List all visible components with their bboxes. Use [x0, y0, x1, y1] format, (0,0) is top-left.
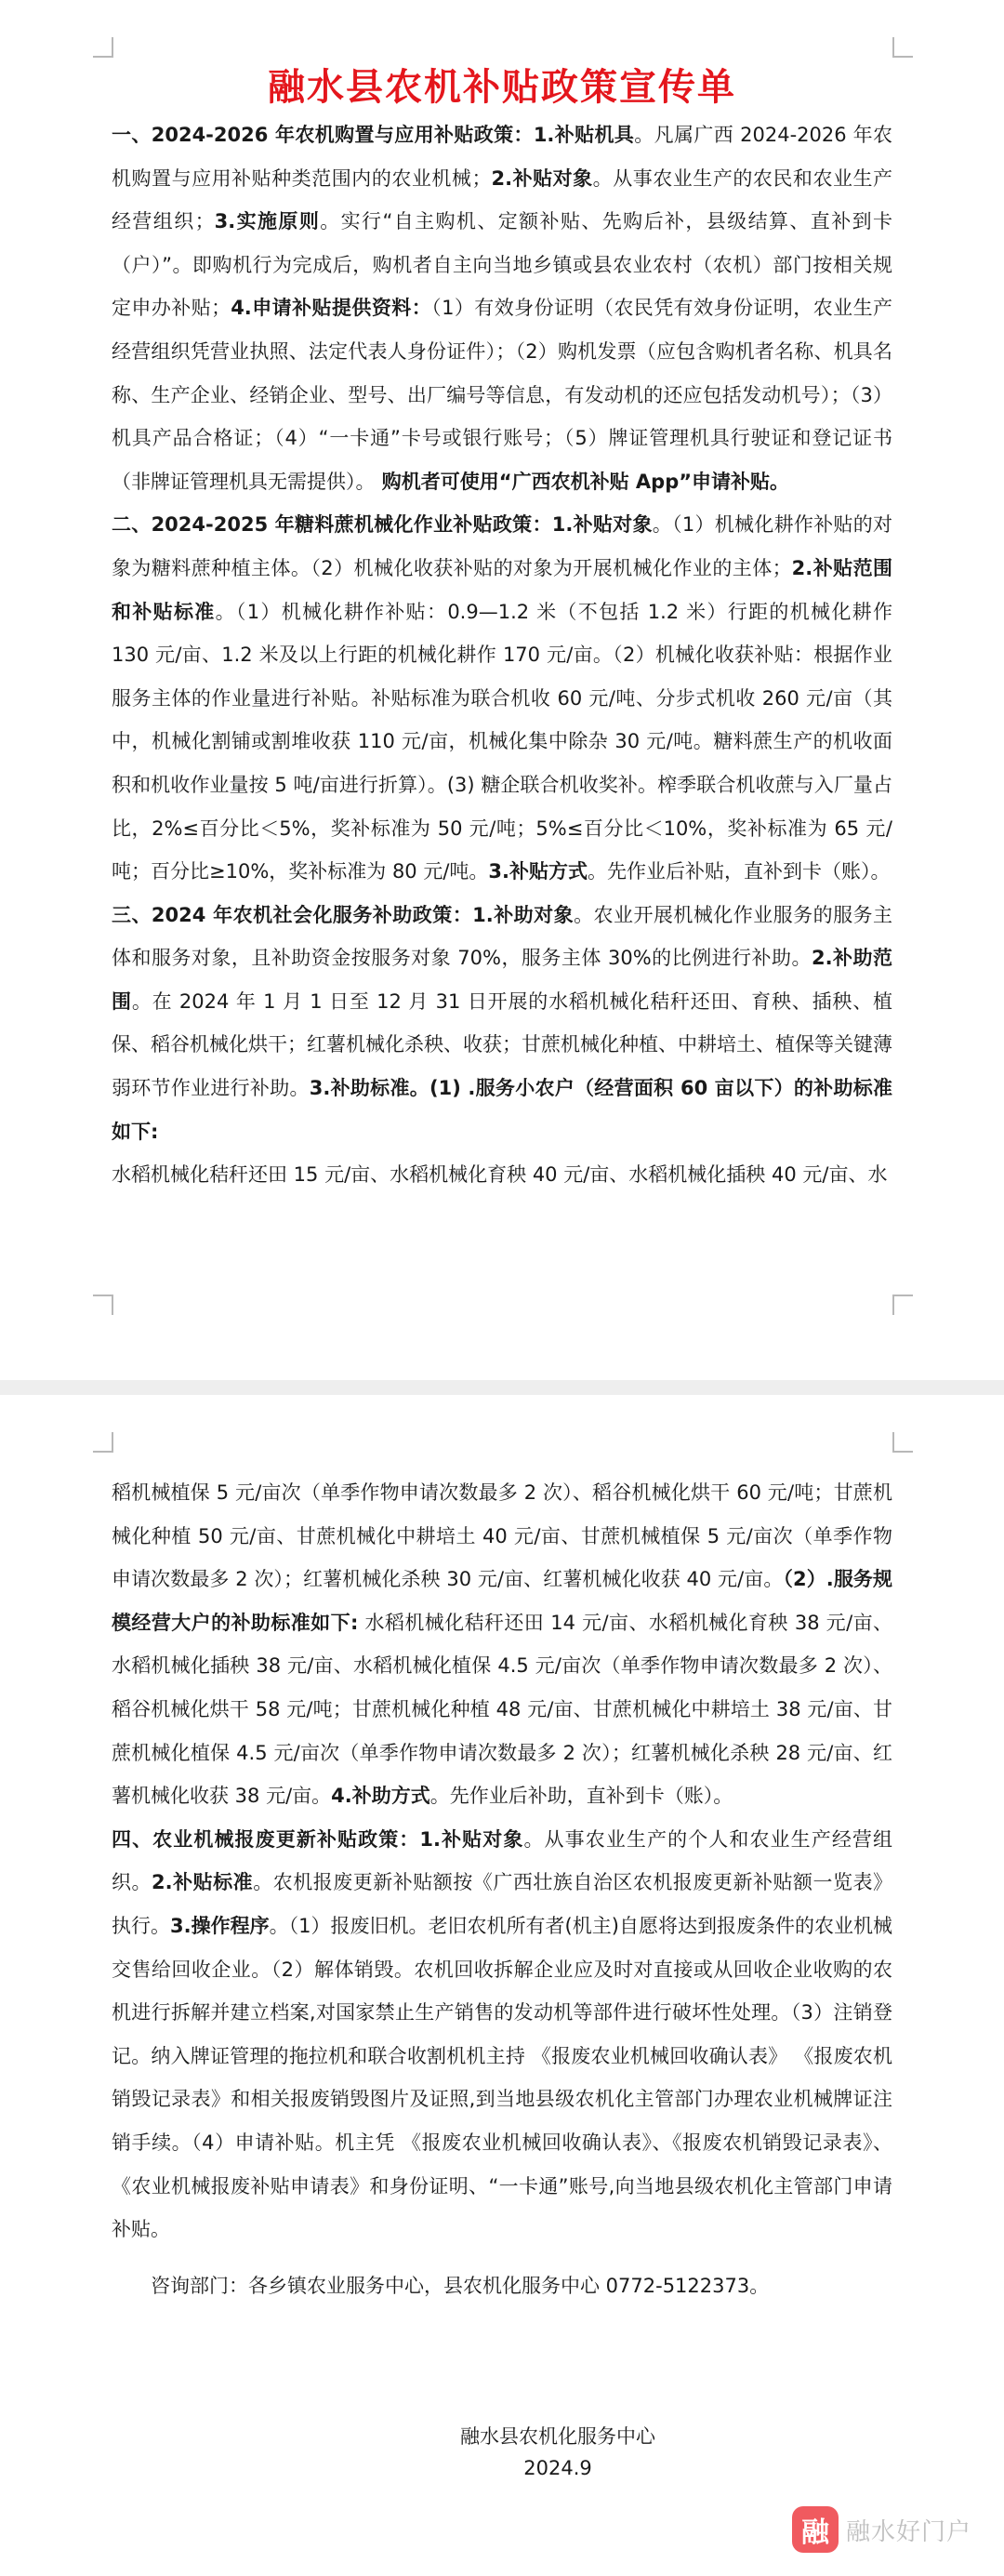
section-1-item-1-text: 。凡属广西 2024-2026 年农机购置与应用补贴种类范围内的农业机械； — [112, 124, 893, 190]
section-1-app-note: 购机者可使用“广西农机补贴 App”申请补贴。 — [375, 470, 790, 493]
section-3-item-3-text-start: 水稻机械化秸秆还田 15 元/亩、水稻机械化育秧 40 元/亩、水稻机械化插秧 40 元/亩、水 — [112, 1163, 888, 1187]
section-1-item-4-text: （1）有效身份证明（农民凭有效身份证明，农业生产经营组织凭营业执照、法定代表人身份证件）；（2）购机发票（应包含购机者名称、机具名称、生产企业、经销企业、型号、出厂编号等信息，有发动机的还应包括发动机号）；（3）机具产品合格证；（4）“一卡通”卡号或银行账号；（5）牌证管理机具行驶证和登记证书（非牌证管理机具无需提供）。 — [112, 297, 893, 493]
section-4-item-1-text: 。从事农业生产的个人和农业生产经营组织。 — [112, 1827, 893, 1894]
section-4-heading: 四、农业机械报废更新补贴政策： — [112, 1827, 420, 1851]
section-2-item-3-text: 。先作业后补贴，直补到卡（账）。 — [588, 860, 891, 883]
section-3-item-3-label: 3.补助标准。(1) .服务小农户（经营面积 60 亩以下）的补助标准如下: — [112, 1077, 893, 1143]
section-3-item-2-text: 。在 2024 年 1 月 1 日至 12 月 31 日开展的水稻机械化秸秆还田、育秧、插秧、植保、稻谷机械化烘干；红薯机械化杀秧、收获；甘蔗机械化种植、中耕培土、植保等关键薄弱环节作业进行补助。 — [112, 989, 893, 1100]
document-page-2 — [0, 1395, 1004, 2576]
section-3-item-2-label: 2.补助范围 — [112, 947, 892, 1013]
section-2-item-1-text: 。（1）机械化耕作补贴的对象为糖料蔗种植主体。（2）机械化收获补贴的对象为开展机械化作业的主体； — [112, 513, 893, 579]
section-3 — [112, 894, 892, 1197]
section-3-item-1-label: 1.补助对象 — [472, 903, 575, 926]
section-3-continued — [112, 1471, 892, 1818]
section-1 — [112, 113, 892, 503]
crop-mark — [892, 37, 913, 58]
section-2 — [112, 503, 892, 893]
crop-mark — [93, 37, 113, 58]
section-3-item-1-text: 。农业开展机械化作业服务的服务主体和服务对象，且补助资金按服务对象 70%，服务主体 30%的比例进行补助。 — [112, 903, 892, 970]
section-4-item-2-label: 2.补贴标准 — [152, 1871, 254, 1894]
document-body-page-1 — [112, 113, 892, 1197]
watermark — [792, 2503, 971, 2556]
section-3-item-3b-text: 水稻机械化秸秆还田 14 元/亩、水稻机械化育秧 38 元/亩、水稻机械化插秧 38 元/亩、水稻机械化植保 4.5 元/亩次（单季作物申请次数最多 2 次）、稻谷机械化烘干 58 元/吨；甘蔗机械化种植 48 元/亩、甘蔗机械化中耕培土 38 元/亩、甘蔗机械化植保 4.5 元/亩次（单季作物申请次数最多 2 次）；红薯机械化杀秧 28 元/亩、红薯机械化收获 38 元/亩。 — [112, 1611, 892, 1808]
crop-mark — [93, 1295, 113, 1315]
section-2-heading: 二、2024-2025 年糖料蔗机械化作业补贴政策： — [112, 513, 552, 537]
section-3-item-3b-label: （2）.服务规模经营大户的补助标准如下: — [112, 1568, 892, 1634]
section-1-item-2-text: 。从事农业生产的农民和农业生产经营组织； — [112, 166, 893, 233]
section-3-item-4-label: 4.补助方式 — [331, 1785, 430, 1808]
watermark-logo-icon: 融 — [792, 2506, 839, 2553]
section-1-item-1-label: 1.补贴机具 — [533, 124, 635, 146]
document-body-page-2 — [112, 1471, 892, 2307]
section-4-item-1-label: 1.补贴对象 — [419, 1827, 524, 1851]
section-4 — [112, 1818, 892, 2251]
section-4-item-2-text: 。农机报废更新补贴额按《广西壮族自治区农机报废更新补贴额一览表》执行。 — [112, 1871, 893, 1937]
crop-mark — [93, 1432, 113, 1453]
section-2-item-2-text: 。（1）机械化耕作补贴：0.9—1.2 米（不包括 1.2 米）行距的机械化耕作 130 元/亩、1.2 米及以上行距的机械化耕作 170 元/亩。（2）机械化收获补贴：根据作业服务主体的作业量进行补贴。补贴标准为联合机收 60 元/吨、分步式机收 260 元/亩（其中，机械化割铺或割堆收获 110 元/亩，机械化集中除杂 30 元/吨。糖料蔗生产的机收面积和机收作业量按 5 吨/亩进行折算）。(3) 糖企联合机收奖补。榨季联合机收蔗与入厂量占比，2%≤百分比＜5%，奖补标准为 50 元/吨；5%≤百分比＜10%，奖补标准为 65 元/吨；百分比≥10%，奖补标准为 80 元/吨。 — [112, 600, 893, 883]
crop-mark — [892, 1432, 913, 1453]
contact-info: 咨询部门：各乡镇农业服务中心，县农机化服务中心 0772-5122373。 — [151, 2274, 770, 2297]
section-3-item-4-text: 。先作业后补助，直补到卡（账）。 — [429, 1785, 733, 1808]
section-3-heading: 三、2024 年农机社会化服务补助政策： — [112, 903, 473, 926]
crop-mark — [892, 1295, 913, 1315]
section-4-item-3-label: 3.操作程序 — [170, 1914, 270, 1937]
signature-organization: 融水县农机化服务中心 — [460, 2425, 655, 2448]
section-1-item-3-text: 。实行“自主购机、定额补贴、先购后补，县级结算、直补到卡（户）”。即购机行为完成后，购机者自主向当地乡镇或县农业农村（农机）部门按相关规定申办补贴； — [112, 210, 892, 320]
document-title: 融水县农机补贴政策宣传单 — [268, 66, 736, 109]
section-2-item-2-label: 2.补贴范围和补贴标准 — [112, 556, 893, 623]
section-2-item-3-label: 3.补贴方式 — [488, 860, 588, 883]
section-2-item-1-label: 1.补贴对象 — [551, 513, 653, 537]
section-3-item-3-text-end: 稻机械植保 5 元/亩次（单季作物申请次数最多 2 次）、稻谷机械化烘干 60 元/吨；甘蔗机械化种植 50 元/亩、甘蔗机械化中耕培土 40 元/亩、甘蔗机械植保 5 元/亩次（单季作物申请次数最多 2 次）；红薯机械化杀秧 30 元/亩、红薯机械化收获 40 元/亩。 — [112, 1481, 892, 1591]
section-1-heading: 一、2024-2026 年农机购置与应用补贴政策： — [112, 124, 534, 146]
watermark-text: 融水好门户 — [846, 2517, 972, 2546]
section-4-item-3-text: 。（1）报废旧机。老旧农机所有者(机主)自愿将达到报废条件的农业机械交售给回收企业。（2）解体销毁。农机回收拆解企业应及时对直接或从回收企业收购的农机进行拆解并建立档案,对国家禁止生产销售的发动机等部件进行破坏性处理。（3）注销登记。纳入牌证管理的拖拉机和联合收割机机主持 《报废农业机械回收确认表》 《报废农机销毁记录表》和相关报废销毁图片及证照,到当地县级农机化主管部门办理农业机械牌证注销手续。（4）申请补贴。机主凭 《报废农业机械回收确认表》、《报废农机销毁记录表》、《农业机械报废补贴申请表》和身份证明、“一卡通”账号,向当地县级农机化主管部门申请补贴。 — [112, 1914, 892, 2241]
section-1-item-4-label: 4.申请补贴提供资料： — [231, 297, 432, 320]
section-1-item-3-label: 3.实施原则 — [214, 210, 321, 233]
section-1-item-2-label: 2.补贴对象 — [491, 166, 593, 190]
signature-date: 2024.9 — [523, 2457, 592, 2479]
